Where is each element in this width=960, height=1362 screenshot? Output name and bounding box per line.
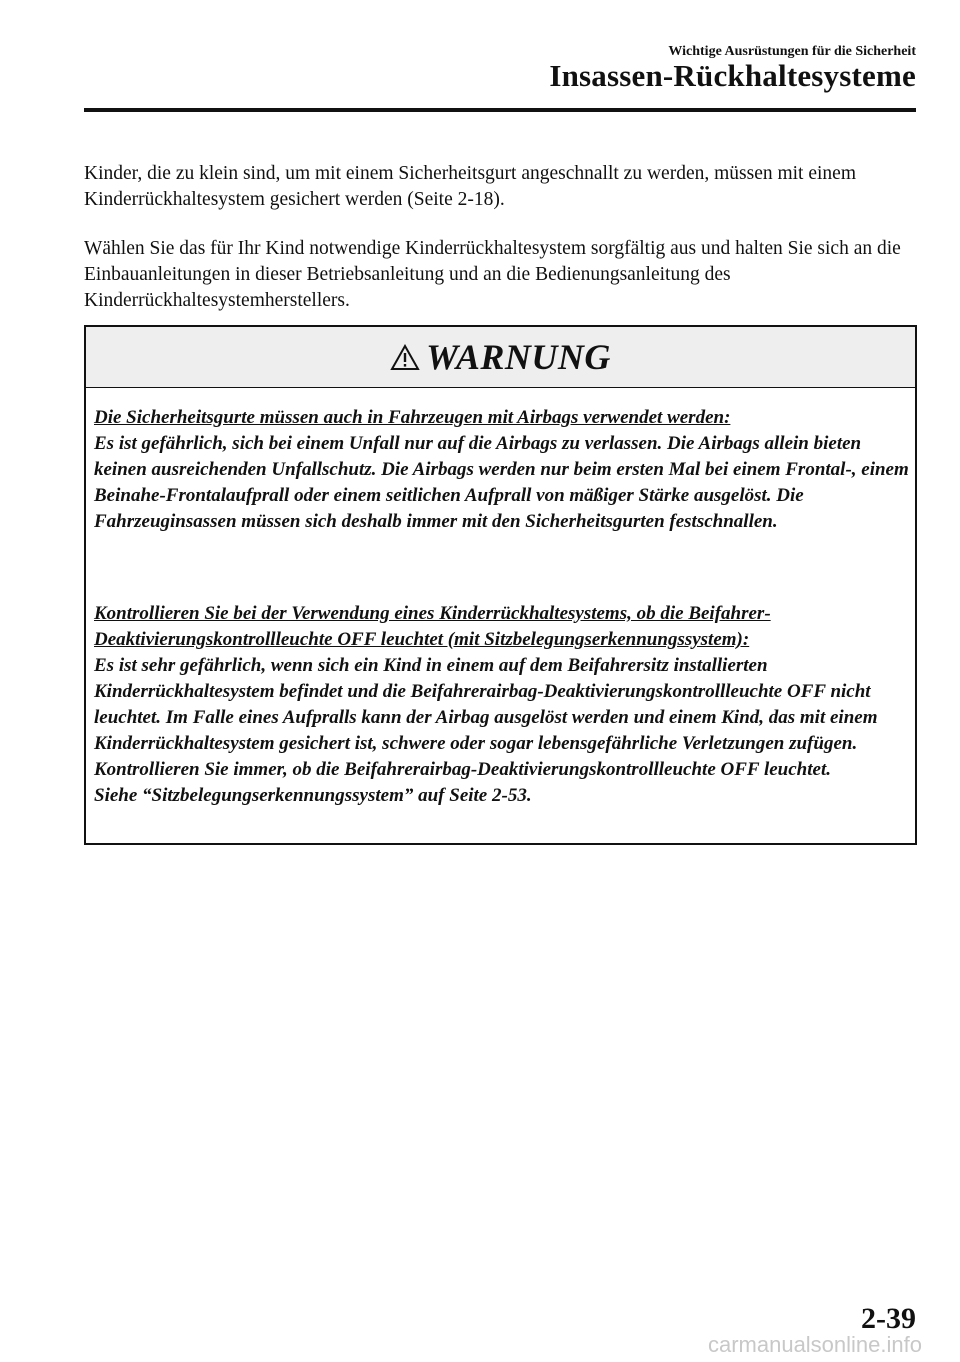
header-divider	[84, 108, 916, 112]
instruction-paragraph: Wählen Sie das für Ihr Kind notwendige Kinderrückhaltesystem sorgfältig aus und halten Sie sich an die Einbauanleitungen in dieser Betriebsanleitung und an die Bedienungsanleitung des Kinderrückhaltesystemherstellers.	[84, 238, 901, 311]
section-title: Wichtige Ausrüstungen für die Sicherheit	[668, 44, 916, 59]
page-number: 2-39	[861, 1302, 916, 1335]
warning-box	[84, 325, 917, 845]
intro-paragraph: Kinder, die zu klein sind, um mit einem Sicherheitsgurt angeschnallt zu werden, müssen mit einem Kinderrückhaltesystem gesichert werden (Seite 2-18).	[84, 163, 856, 210]
warning-title: WARNUNG	[426, 337, 611, 377]
watermark: carmanualsonline.info	[707, 1332, 922, 1357]
warning-item-heading: Die Sicherheitsgurte müssen auch in Fahrzeugen mit Airbags verwendet werden:	[94, 407, 731, 428]
warning-item-reference: Siehe “Sitzbelegungserkennungssystem” auf Seite 2-53.	[94, 785, 532, 806]
warning-item-text: Es ist sehr gefährlich, wenn sich ein Kind in einem auf dem Beifahrersitz installierten Kinderrückhaltesystem befindet und die Beifahrerairbag-Deaktivierungskontrollleuchte OFF nicht leuchtet. Im Falle eines Aufpralls kann der Airbag ausgelöst werden und einem Kind, das mit einem Kinderrückhaltesystem gesichert ist, schwere oder sogar lebensgefährliche Verletzungen zufügen. Kontrollieren Sie immer, ob die Beifahrerairbag-Deaktivierungskontrollleuchte OFF leuchtet.	[94, 655, 878, 780]
warning-item	[94, 601, 909, 809]
warning-triangle-icon	[390, 344, 420, 371]
page-title: Insassen-Rückhaltesysteme	[549, 58, 916, 93]
warning-header	[86, 327, 915, 388]
warning-item-heading: Kontrollieren Sie bei der Verwendung eines Kinderrückhaltesystems, ob die Beifahrer-Deaktivierungskontrollleuchte OFF leuchtet (mit Sitzbelegungserkennungssystem):	[94, 603, 771, 650]
warning-item	[94, 405, 909, 535]
warning-item-text: Es ist gefährlich, sich bei einem Unfall nur auf die Airbags zu verlassen. Die Airbags allein bieten keinen ausreichenden Unfallschutz. Die Airbags werden nur beim ersten Mal bei einem Frontal-, einem Beinahe-Frontalaufprall oder einem seitlichen Aufprall von mäßiger Stärke ausgelöst. Die Fahrzeuginsassen müssen sich deshalb immer mit den Sicherheitsgurten festschnallen.	[94, 433, 909, 532]
